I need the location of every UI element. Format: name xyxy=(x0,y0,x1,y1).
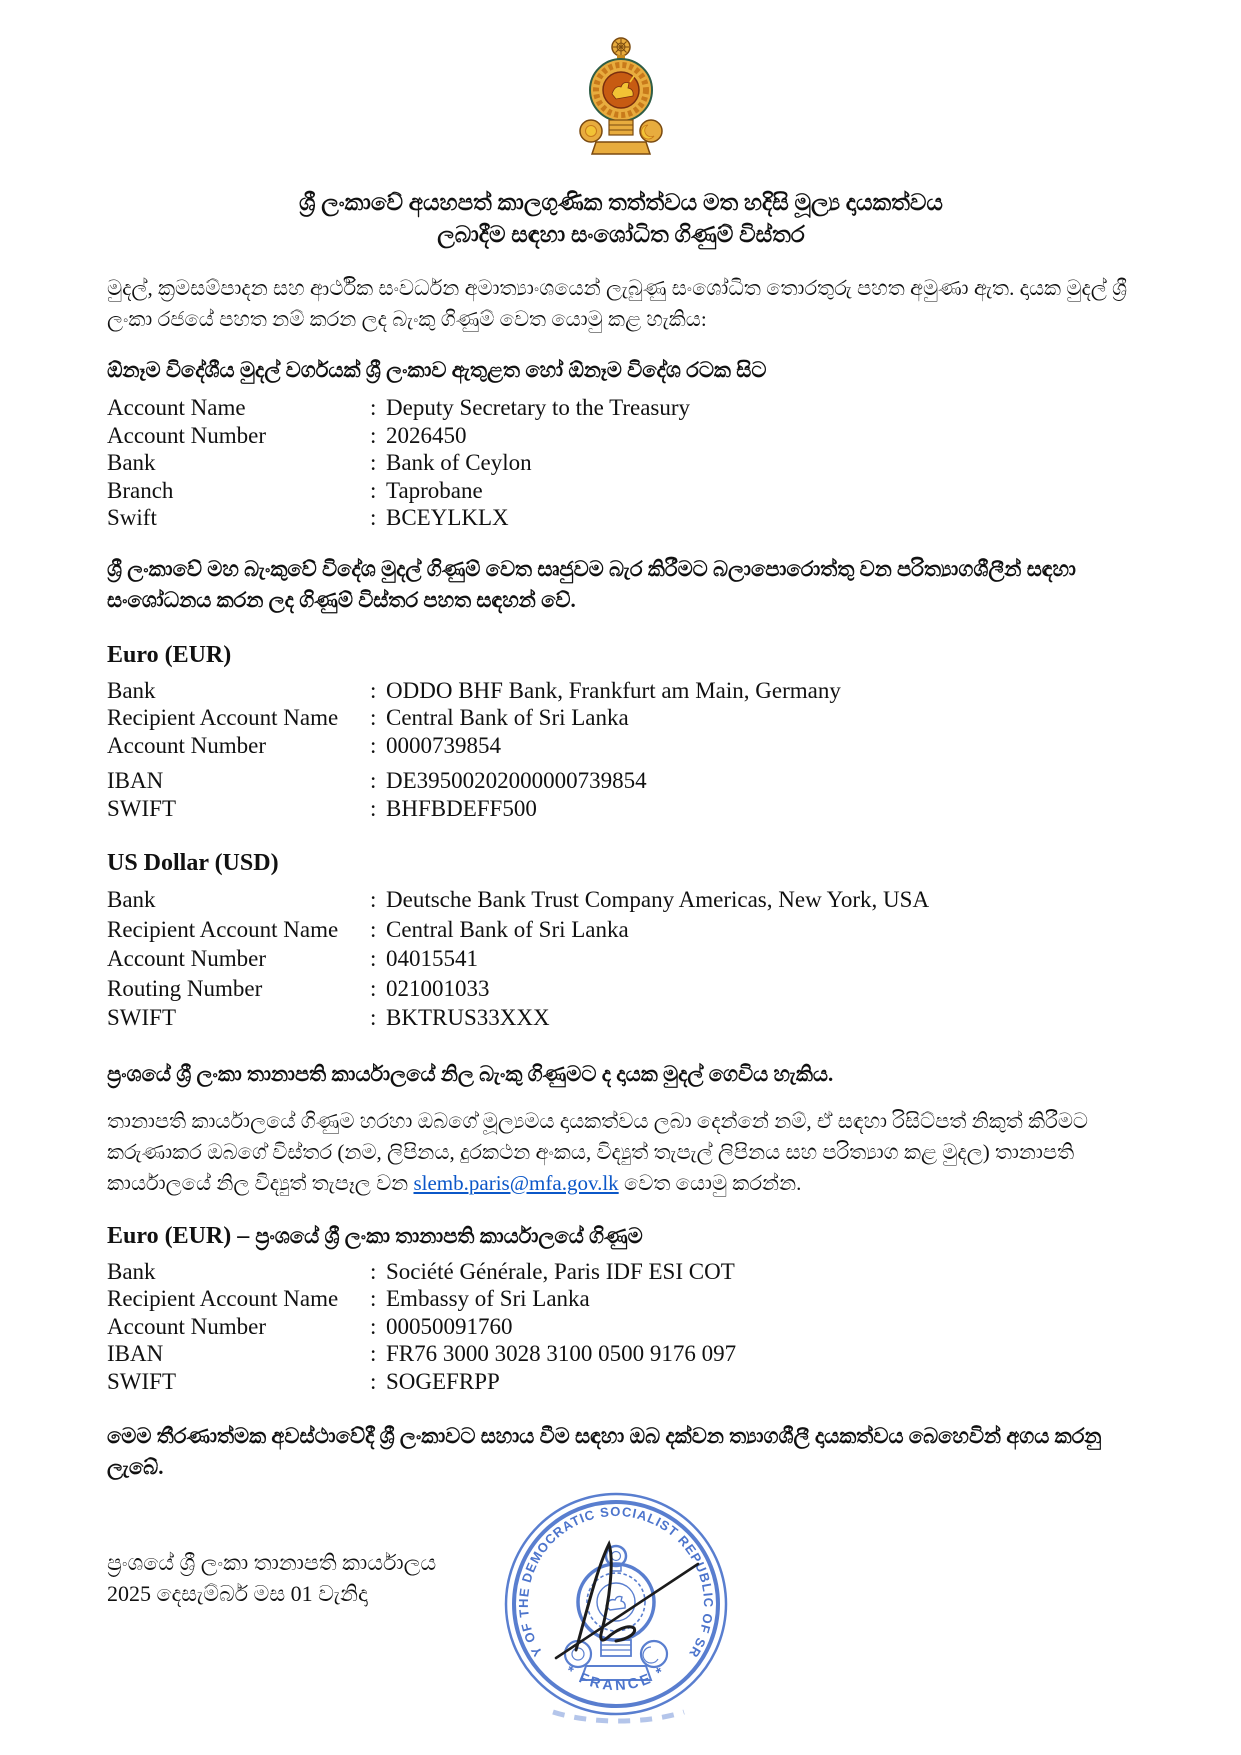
detail-row-routing-number xyxy=(107,974,1135,1004)
footer-office-line: ප්‍රංශයේ ශ්‍රී ලංකා තානාපති කාර්යාලය xyxy=(107,1550,437,1575)
embassy-account-paragraph xyxy=(107,1106,1135,1199)
title-line-1: ශ්‍රී ලංකාවේ අයහපත් කාලගුණික තත්ත්වය මත හදිසි මූල්‍ය දායකත්වය xyxy=(299,190,943,215)
detail-row-swift xyxy=(107,1003,1135,1033)
colon: : xyxy=(370,1286,377,1311)
colon: : xyxy=(370,1258,377,1284)
detail-row-bank xyxy=(107,885,1135,915)
field-value: FR76 3000 3028 3100 0500 9176 097 xyxy=(386,1341,737,1366)
intro-paragraph: මුදල්, ක්‍රමසම්පාදන සහ ආර්ථික සංවර්ධන අමාත්‍යාංශයෙන් ලැබුණු සංශෝධිත තොරතුරු පහත අමුණා ඇත. දායක මුදල් ශ්‍රී ලංකා රජයේ පහත නම් කරන ලද බැංකු ගිණුම් වෙත යොමු කළ හැකිය: xyxy=(107,276,1128,331)
detail-row-iban xyxy=(107,767,1135,795)
field-label: Swift xyxy=(107,505,157,530)
field-label: Account Number xyxy=(107,422,267,448)
detail-row-iban xyxy=(107,1340,1135,1368)
field-value: 0000739854 xyxy=(386,732,501,758)
field-value: Deputy Secretary to the Treasury xyxy=(386,395,691,420)
field-value: Société Générale, Paris IDF ESI COT xyxy=(386,1258,735,1284)
field-label: Account Number xyxy=(107,732,267,758)
field-value: Deutsche Bank Trust Company Americas, New York, USA xyxy=(386,887,930,912)
field-value: Embassy of Sri Lanka xyxy=(386,1286,590,1311)
emblem-container xyxy=(107,36,1135,165)
field-value: SOGEFRPP xyxy=(386,1368,500,1394)
field-value: Bank of Ceylon xyxy=(386,450,532,475)
detail-row-bank xyxy=(107,677,1135,705)
paragraph-text-before-link: තානාපති කාර්යාලයේ ගිණුම හරහා ඔබගේ මූල්‍යමය දායකත්වය ලබා දෙන්නේ නම්, ඒ සඳහා රිසිට්පත් නිකුත් කිරීමට කරුණාකර ඔබගේ විස්තර (නම, ලිපිනය, දුරකථන අංකය, විද්‍යුත් තැපැල් ලිපිනය සහ පරිත්‍යාග කළ මුදල) තානාපති කාර්යාලයේ නිල විද්‍යුත් තැපෑල වන xyxy=(107,1108,1089,1195)
colon: : xyxy=(370,450,377,475)
detail-row-recipient xyxy=(107,915,1135,945)
detail-row-branch xyxy=(107,477,1135,505)
field-label: Bank xyxy=(107,887,156,912)
field-value: Central Bank of Sri Lanka xyxy=(386,916,629,942)
usd-section-heading: US Dollar (USD) xyxy=(107,850,279,876)
paragraph-text-after-link: වෙත යොමු කරන්න. xyxy=(618,1170,802,1195)
field-label: Bank xyxy=(107,1258,156,1284)
title-line-2: ලබාදීම සඳහා සංශෝධිත ගිණුම් විස්තර xyxy=(437,222,805,247)
field-value: BCEYLKLX xyxy=(386,505,509,530)
field-value: ODDO BHF Bank, Frankfurt am Main, Germany xyxy=(386,677,841,703)
footer-date-line: 2025 දෙසැම්බර් මස 01 වැනිදා xyxy=(107,1581,368,1606)
field-value: Central Bank of Sri Lanka xyxy=(386,705,629,730)
field-label: Recipient Account Name xyxy=(107,705,339,730)
any-currency-heading: ඕනෑම විදේශීය මුදල් වර්ගයක් ශ්‍රී ලංකාව ඇතුළත හෝ ඕනෑම විදේශ රටක සිට xyxy=(107,358,767,382)
any-currency-details xyxy=(107,394,1135,532)
field-label: Account Number xyxy=(107,946,267,971)
eur-embassy-details xyxy=(107,1258,1135,1396)
field-value: BHFBDEFF500 xyxy=(386,795,537,821)
detail-row-account-name xyxy=(107,394,1135,422)
field-value: 00050091760 xyxy=(386,1313,513,1339)
colon: : xyxy=(370,1005,377,1030)
colon: : xyxy=(370,916,377,942)
detail-row-recipient xyxy=(107,1285,1135,1313)
field-value: 04015541 xyxy=(386,946,478,971)
detail-row-account-number xyxy=(107,732,1135,760)
field-value: BKTRUS33XXX xyxy=(386,1005,550,1030)
document-title xyxy=(107,187,1135,251)
heading-sinhala-part: ප්‍රංශයේ ශ්‍රී ලංකා තානාපති කාර්යාලයේ ගිණුම xyxy=(255,1223,643,1248)
field-value: DE39500202000000739854 xyxy=(386,768,647,793)
colon: : xyxy=(370,975,377,1001)
stamp-ring-text: EMBASSY OF THE DEMOCRATIC SOCIALIST REPUBLIC OF SRI LANKA xyxy=(492,1472,717,1661)
detail-row-bank xyxy=(107,1258,1135,1286)
detail-row-account-number xyxy=(107,1313,1135,1341)
field-label: Account Number xyxy=(107,1313,267,1339)
field-label: Recipient Account Name xyxy=(107,1286,339,1311)
closing-paragraph: මෙම තීරණාත්මක අවස්ථාවේදී ශ්‍රී ලංකාවට සහාය වීම සඳහා ඔබ දක්වන ත්‍යාගශීලී දායකත්වය බෙහෙවින් අගය කරනු ලැබේ. xyxy=(107,1424,1102,1479)
colon: : xyxy=(370,887,377,912)
field-label: SWIFT xyxy=(107,795,176,821)
colon: : xyxy=(370,1341,377,1366)
field-label: SWIFT xyxy=(107,1005,176,1030)
colon: : xyxy=(370,705,377,730)
embassy-email-link[interactable]: slemb.paris@mfa.gov.lk xyxy=(413,1170,619,1195)
embassy-stamp-icon xyxy=(492,1472,808,1734)
field-label: Account Name xyxy=(107,395,246,420)
field-label: IBAN xyxy=(107,1341,164,1366)
detail-row-swift xyxy=(107,1368,1135,1396)
field-value: 2026450 xyxy=(386,422,467,448)
colon: : xyxy=(370,677,377,703)
cbsl-note: ශ්‍රී ලංකාවේ මහ බැංකුවේ විදේශ මුදල් ගිණුම් වෙත සෘජුවම බැර කිරීමට බලාපොරොත්තු වන පරිත්‍යාගශීලීන් සඳහා සංශෝධනය කරන ලද ගිණුම් විස්තර පහත සඳහන් වේ. xyxy=(107,556,1076,612)
field-label: Recipient Account Name xyxy=(107,916,339,942)
colon: : xyxy=(370,422,377,448)
field-label: IBAN xyxy=(107,768,164,793)
colon: : xyxy=(370,1313,377,1339)
colon: : xyxy=(370,768,377,793)
field-label: Bank xyxy=(107,677,156,703)
colon: : xyxy=(370,795,377,821)
eur-section-heading: Euro (EUR) xyxy=(107,641,232,668)
field-label: Branch xyxy=(107,477,174,503)
colon: : xyxy=(370,477,377,503)
detail-row-recipient xyxy=(107,704,1135,732)
stamp-country-text: * FRANCE * xyxy=(562,1663,670,1695)
colon: : xyxy=(370,1368,377,1394)
embassy-bold-note: ප්‍රංශයේ ශ්‍රී ලංකා තානාපති කාර්යාලයේ නිල බැංකු ගිණුමට ද දායක මුදල් ගෙවිය හැකිය. xyxy=(107,1061,834,1086)
detail-row-account-number xyxy=(107,422,1135,450)
field-label: Bank xyxy=(107,450,156,475)
embassy-stamp xyxy=(492,1472,808,1734)
colon: : xyxy=(370,395,377,420)
field-label: Routing Number xyxy=(107,975,263,1001)
field-value: Taprobane xyxy=(386,477,483,503)
usd-details xyxy=(107,885,1135,1033)
eur-details xyxy=(107,677,1135,823)
detail-row-swift xyxy=(107,504,1135,532)
detail-row-swift xyxy=(107,795,1135,823)
field-label: SWIFT xyxy=(107,1368,176,1394)
detail-row-bank xyxy=(107,449,1135,477)
field-value: 021001033 xyxy=(386,975,490,1001)
detail-row-account-number xyxy=(107,944,1135,974)
eur-embassy-section-heading xyxy=(107,1223,1135,1250)
colon: : xyxy=(370,505,377,530)
colon: : xyxy=(370,946,377,971)
heading-english-part: Euro (EUR) – xyxy=(107,1222,256,1249)
sri-lanka-national-emblem-icon xyxy=(578,36,664,160)
colon: : xyxy=(370,732,377,758)
